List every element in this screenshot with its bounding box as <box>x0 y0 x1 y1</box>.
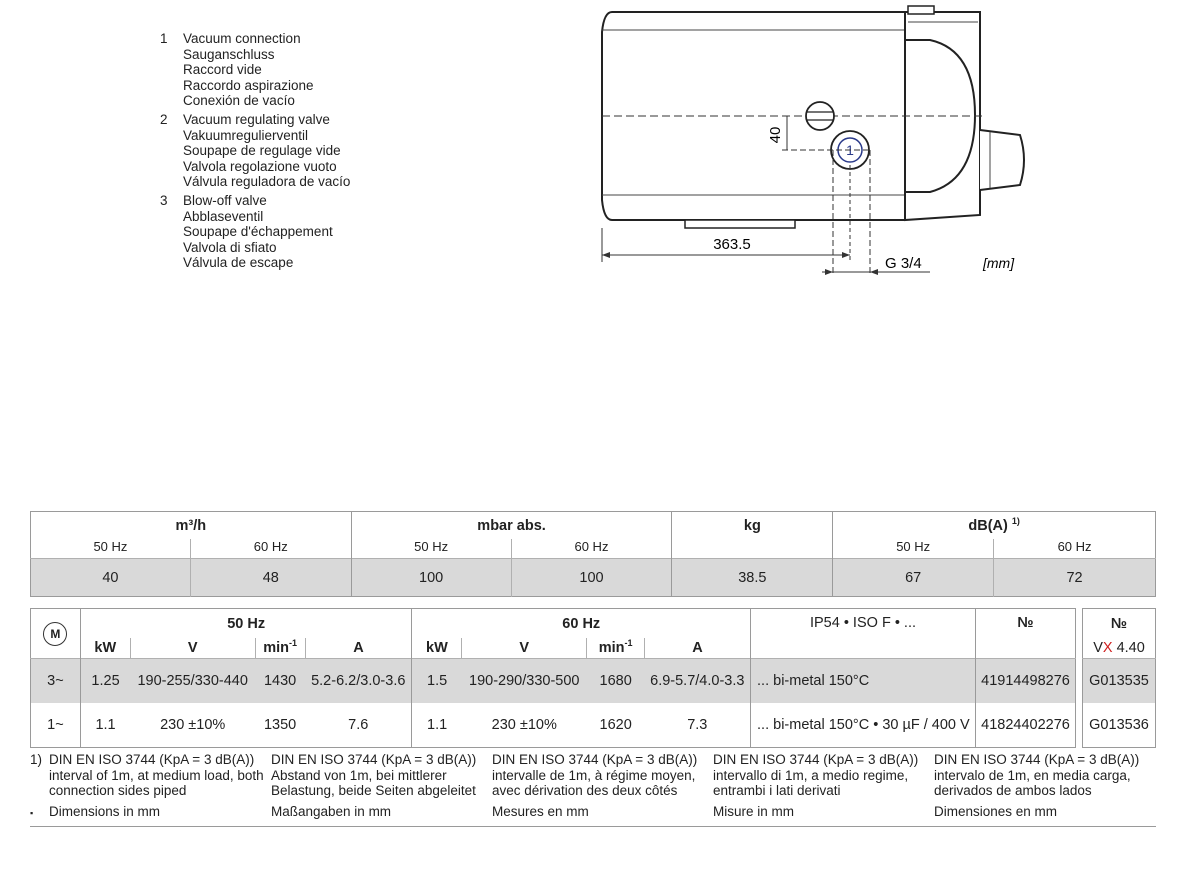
legend-text: Soupape de regulage vide <box>183 143 341 159</box>
part-number-cell: 41824402276 <box>975 703 1075 748</box>
footnote-line: DIN EN ISO 3744 (KpA = 3 dB(A)) <box>492 752 698 767</box>
current-cell: 5.2-6.2/3.0-3.6 <box>305 659 412 704</box>
dim-length: 363.5 <box>713 236 751 253</box>
kw-cell: 1.5 <box>412 659 462 704</box>
legend-text: Válvula reguladora de vacío <box>183 174 351 190</box>
kw-cell: 1.25 <box>80 659 130 704</box>
footnote-line: Belastung, beide Seiten abgeleitet <box>271 783 476 799</box>
motor-cell <box>31 609 81 659</box>
order-number-cell: G013536 <box>1089 717 1149 733</box>
footnote-line: intervalo de 1m, en media carga, <box>934 767 1131 783</box>
footnote-line: Abstand von 1m, bei mittlerer <box>271 767 447 783</box>
legend-item-3 <box>160 193 350 271</box>
col-min-label: min <box>598 640 625 656</box>
header-flow: m³/h <box>175 517 207 534</box>
footnote-line: DIN EN ISO 3744 (KpA = 3 dB(A)) <box>49 752 255 767</box>
header-50hz: 50 Hz <box>80 609 412 639</box>
current-cell: 7.6 <box>348 717 369 733</box>
dimension-note: Dimensions in mm <box>49 803 161 819</box>
performance-table <box>30 511 1156 597</box>
sub-60hz: 60 Hz <box>994 539 1156 559</box>
legend-text: Vakuumregulierventil <box>183 127 309 143</box>
footnote-mark: 1) <box>30 752 43 767</box>
bottom-divider <box>30 826 1156 827</box>
legend-text: Raccord vide <box>183 62 262 78</box>
voltage-cell: 190-255/330-440 <box>130 659 255 704</box>
voltage-cell: 230 ±10% <box>160 717 226 733</box>
dim-height: 40 <box>767 126 784 144</box>
legend-item-2 <box>160 112 350 190</box>
value-cell: 100 <box>351 559 511 597</box>
legend-text: Válvula de escape <box>183 255 294 271</box>
col-a: A <box>305 638 412 659</box>
speed-cell: 1350 <box>263 717 297 733</box>
col-min-label: min <box>263 640 289 656</box>
legend-text: Blow-off valve <box>183 192 267 208</box>
footnote-en <box>30 752 264 819</box>
footnote-line: DIN EN ISO 3744 (KpA = 3 dB(A)) <box>934 752 1140 767</box>
pump-motor-connector <box>980 130 1024 190</box>
footnote-it <box>713 752 918 819</box>
speed-cell: 1680 <box>587 659 645 704</box>
legend-number: 2 <box>160 111 168 127</box>
col-v: V <box>130 638 255 659</box>
legend-text: Vacuum connection <box>183 31 301 46</box>
dimension-note: Maßangaben in mm <box>271 803 392 819</box>
col-min-exp: -1 <box>624 638 633 649</box>
regulating-valve <box>806 102 834 130</box>
motor-icon: M <box>43 622 67 646</box>
footnote-line: entrambi i lati derivati <box>713 783 841 799</box>
legend-text: Valvola regolazione vuoto <box>183 158 337 174</box>
model-name <box>1083 638 1156 659</box>
model-suffix: 4.40 <box>1112 640 1145 656</box>
value-cell: 67 <box>833 559 994 597</box>
footnote-line: DIN EN ISO 3744 (KpA = 3 dB(A)) <box>713 752 919 767</box>
table-row <box>31 703 1076 748</box>
speed-cell: 1430 <box>255 659 305 704</box>
col-a: A <box>645 638 751 659</box>
sub-50hz: 50 Hz <box>93 539 128 554</box>
sub-50hz: 50 Hz <box>833 539 994 559</box>
current-cell: 7.3 <box>687 717 708 733</box>
dimension-note: Dimensiones en mm <box>934 803 1058 819</box>
legend-text: Vacuum regulating valve <box>183 111 330 127</box>
header-weight: kg <box>672 512 833 540</box>
legend-text: Valvola di sfiato <box>183 239 277 255</box>
sub-empty <box>672 539 833 559</box>
value-cell: 40 <box>31 559 191 597</box>
sub-50hz: 50 Hz <box>351 539 511 559</box>
legend-text: Sauganschluss <box>183 46 275 62</box>
table-row <box>1083 703 1156 748</box>
header-noise <box>833 512 1156 540</box>
header-number: № <box>975 609 1075 659</box>
footnote-line: DIN EN ISO 3744 (KpA = 3 dB(A)) <box>271 752 477 767</box>
footnote-line: connection sides piped <box>49 783 187 799</box>
header-pressure: mbar abs. <box>351 512 672 540</box>
footnote-line: avec dérivation des deux côtés <box>492 783 678 799</box>
col-min-exp: -1 <box>288 638 297 649</box>
sub-60hz: 60 Hz <box>190 539 351 559</box>
phase-cell: 3~ <box>31 659 81 704</box>
protection-cell: ... bi-metal 150°C • 30 µF / 400 V <box>751 703 976 748</box>
order-number-cell: G013535 <box>1083 659 1156 704</box>
model-x: X <box>1102 640 1113 656</box>
footnote-line: interval of 1m, at medium load, both <box>49 767 264 783</box>
kw-cell: 1.1 <box>412 703 462 748</box>
voltage-cell: 230 ±10% <box>491 717 557 733</box>
table-row <box>31 559 1156 597</box>
model-table <box>1082 608 1156 748</box>
col-min <box>255 638 305 659</box>
model-prefix: V <box>1093 640 1103 656</box>
value-cell: 100 <box>511 559 672 597</box>
footnote-es <box>934 752 1139 819</box>
pump-foot <box>685 220 795 228</box>
footnote-ref: 1) <box>1011 515 1020 526</box>
dimension-note: Misure in mm <box>713 803 795 819</box>
pump-drawing <box>590 0 1040 290</box>
phase-cell: 1~ <box>47 717 64 733</box>
footnote-fr <box>492 752 697 819</box>
dimension-note: Mesures en mm <box>492 803 589 819</box>
motor-table <box>30 608 1076 748</box>
col-kw: kW <box>412 638 462 659</box>
table-row <box>31 659 1076 704</box>
header-60hz: 60 Hz <box>412 609 751 639</box>
voltage-cell: 190-290/330-500 <box>462 659 587 704</box>
dim-unit: [mm] <box>983 255 1015 271</box>
legend-number: 3 <box>160 192 168 208</box>
protection-cell: ... bi-metal 150°C <box>751 659 976 704</box>
callout-number: 1 <box>846 142 854 158</box>
legend-text: Raccordo aspirazione <box>183 77 314 93</box>
current-cell: 6.9-5.7/4.0-3.3 <box>645 659 751 704</box>
legend-item-1 <box>160 31 350 109</box>
parts-legend <box>160 31 350 274</box>
footnote-line: derivados de ambos lados <box>934 783 1092 799</box>
col-v: V <box>462 638 587 659</box>
kw-cell: 1.1 <box>80 703 130 748</box>
dim-thread: G 3/4 <box>885 255 922 272</box>
table-row <box>1083 659 1156 704</box>
col-kw: kW <box>80 638 130 659</box>
legend-number: 1 <box>160 31 168 46</box>
legend-text: Soupape d'échappement <box>183 224 333 240</box>
footnote-line: intervalle de 1m, à régime moyen, <box>492 767 696 783</box>
col-min <box>587 638 645 659</box>
footnote-line: intervallo di 1m, a medio regime, <box>713 767 909 783</box>
speed-cell: 1620 <box>599 717 632 733</box>
part-number-cell: 41914498276 <box>975 659 1075 704</box>
value-cell: 38.5 <box>672 559 833 597</box>
legend-text: Abblaseventil <box>183 208 264 224</box>
header-noise-label: dB(A) <box>968 517 1008 534</box>
value-cell: 48 <box>190 559 351 597</box>
footnote-de <box>271 752 476 819</box>
header-ip: IP54 • ISO F • ... <box>751 609 976 659</box>
pump-lug <box>908 6 934 14</box>
legend-text: Conexión de vacío <box>183 93 295 109</box>
sub-60hz: 60 Hz <box>511 539 672 559</box>
bullet-icon: ▪ <box>30 807 34 818</box>
value-cell: 72 <box>994 559 1156 597</box>
header-number: № <box>1110 615 1128 632</box>
